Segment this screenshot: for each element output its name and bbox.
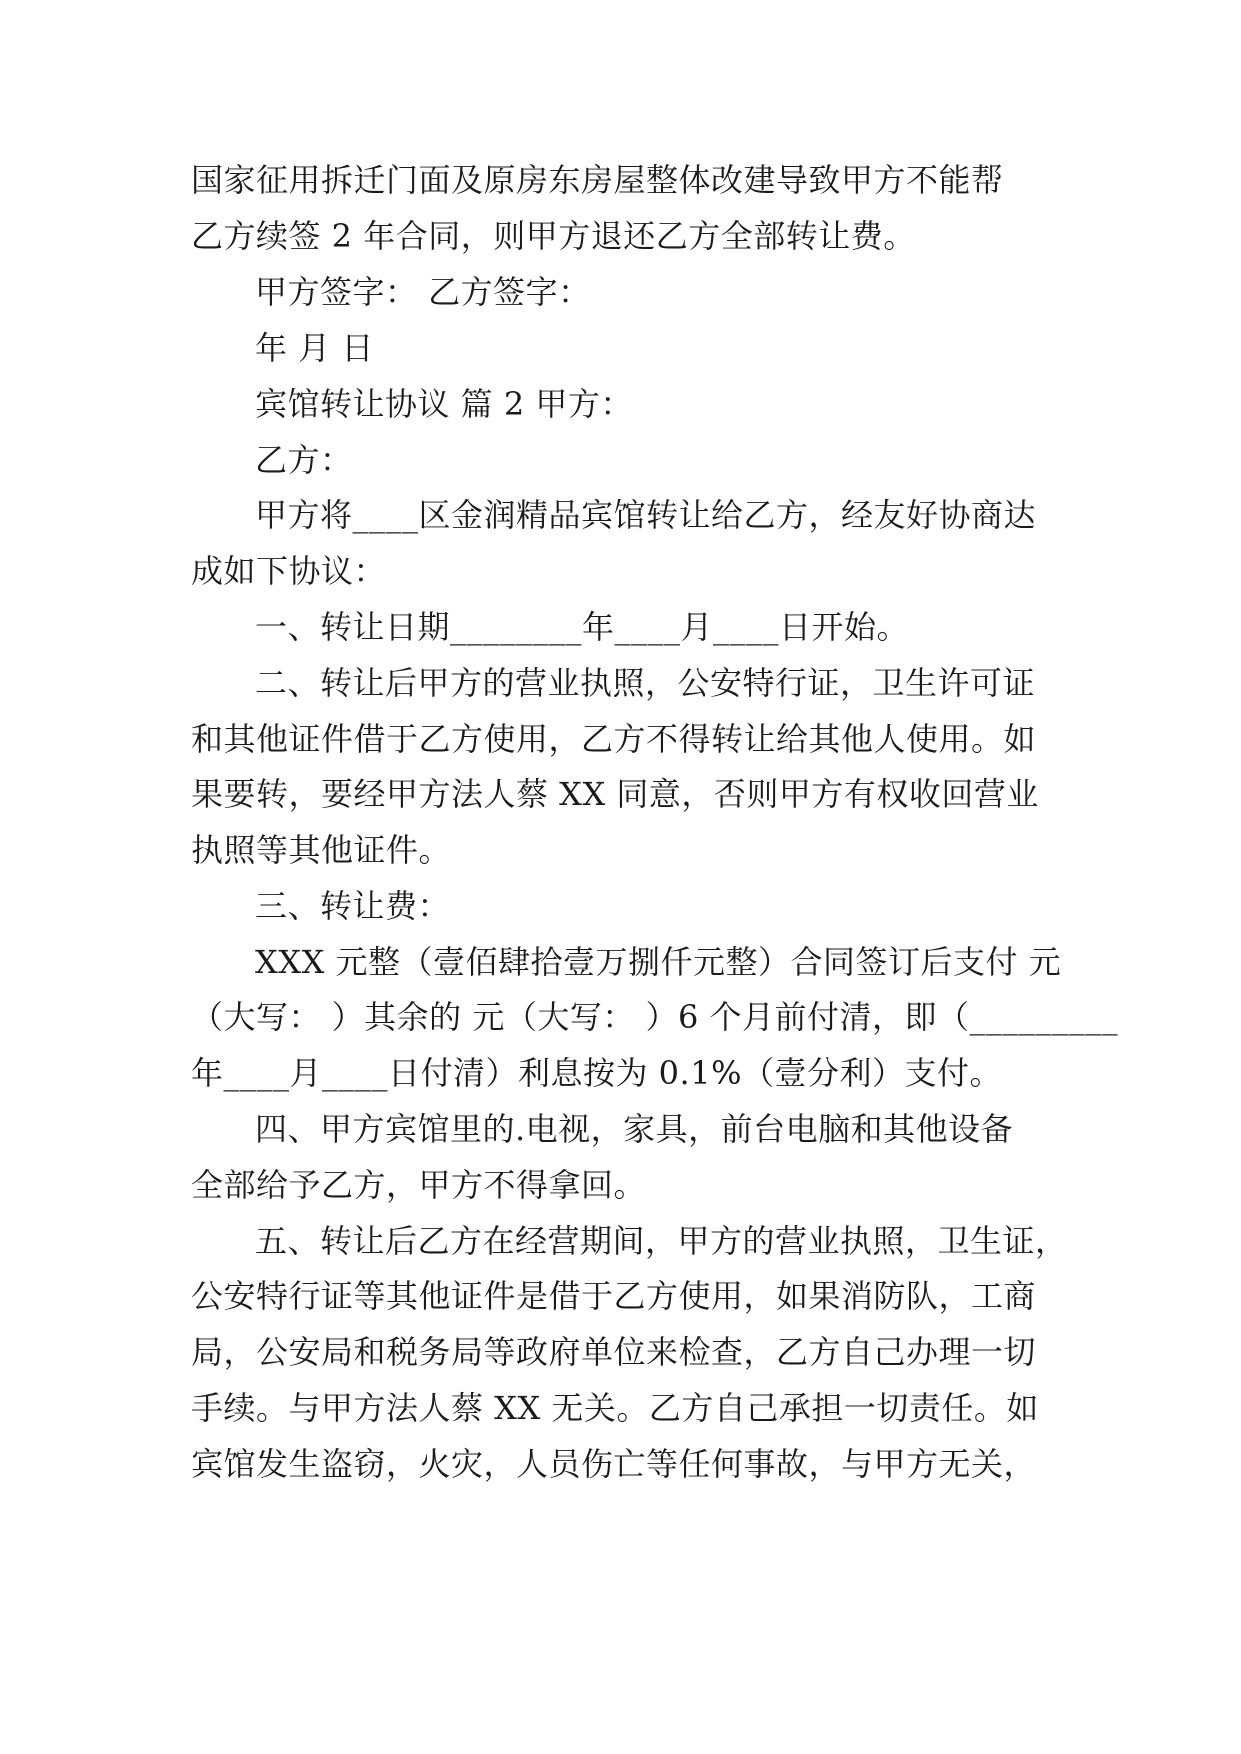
text-line: 全部给予乙方，甲方不得拿回。	[191, 1166, 647, 1204]
text-line: 年____月____日付清）利息按为 0.1%（壹分利）支付。	[191, 1054, 1002, 1092]
text-line: 局，公安局和税务局等政府单位来检查，乙方自己办理一切	[191, 1333, 1037, 1371]
text-line: 公安特行证等其他证件是借于乙方使用，如果消防队，工商	[191, 1277, 1037, 1315]
text-line: 和其他证件借于乙方使用，乙方不得转让给其他人使用。如	[191, 720, 1037, 758]
date-line: 年 月 日	[255, 329, 374, 367]
clause-3: 三、转让费：	[255, 887, 451, 925]
clause-1: 一、转让日期________年____月____日开始。	[255, 608, 910, 646]
text-line: （大写： ）其余的 元（大写： ）6 个月前付清，即（_________	[191, 998, 1119, 1036]
text-line: 甲方将____区金润精品宾馆转让给乙方，经友好协商达	[255, 496, 1037, 534]
text-line: 执照等其他证件。	[191, 831, 452, 869]
party-b-line: 乙方：	[255, 441, 353, 479]
text-line: 果要转，要经甲方法人蔡 XX 同意，否则甲方有权收回营业	[191, 775, 1039, 813]
signature-line: 甲方签字： 乙方签字：	[255, 273, 591, 311]
section-heading: 宾馆转让协议 篇 2 甲方：	[255, 385, 633, 423]
text-line: 手续。与甲方法人蔡 XX 无关。乙方自己承担一切责任。如	[191, 1389, 1039, 1427]
clause-4: 四、甲方宾馆里的.电视，家具，前台电脑和其他设备	[255, 1110, 1014, 1148]
text-line: XXX 元整（壹佰肆拾壹万捌仟元整）合同签订后支付 元	[255, 943, 1062, 981]
clause-5: 五、转让后乙方在经营期间，甲方的营业执照，卫生证，	[255, 1222, 1068, 1260]
text-line: 成如下协议：	[191, 552, 387, 590]
text-line: 国家征用拆迁门面及原房东房屋整体改建导致甲方不能帮	[191, 161, 1004, 199]
text-line: 乙方续签 2 年合同，则甲方退还乙方全部转让费。	[191, 217, 916, 255]
text-line: 宾馆发生盗窃，火灾，人员伤亡等任何事故，与甲方无关，	[191, 1445, 1037, 1483]
clause-2: 二、转让后甲方的营业执照，公安特行证，卫生许可证	[255, 664, 1036, 702]
